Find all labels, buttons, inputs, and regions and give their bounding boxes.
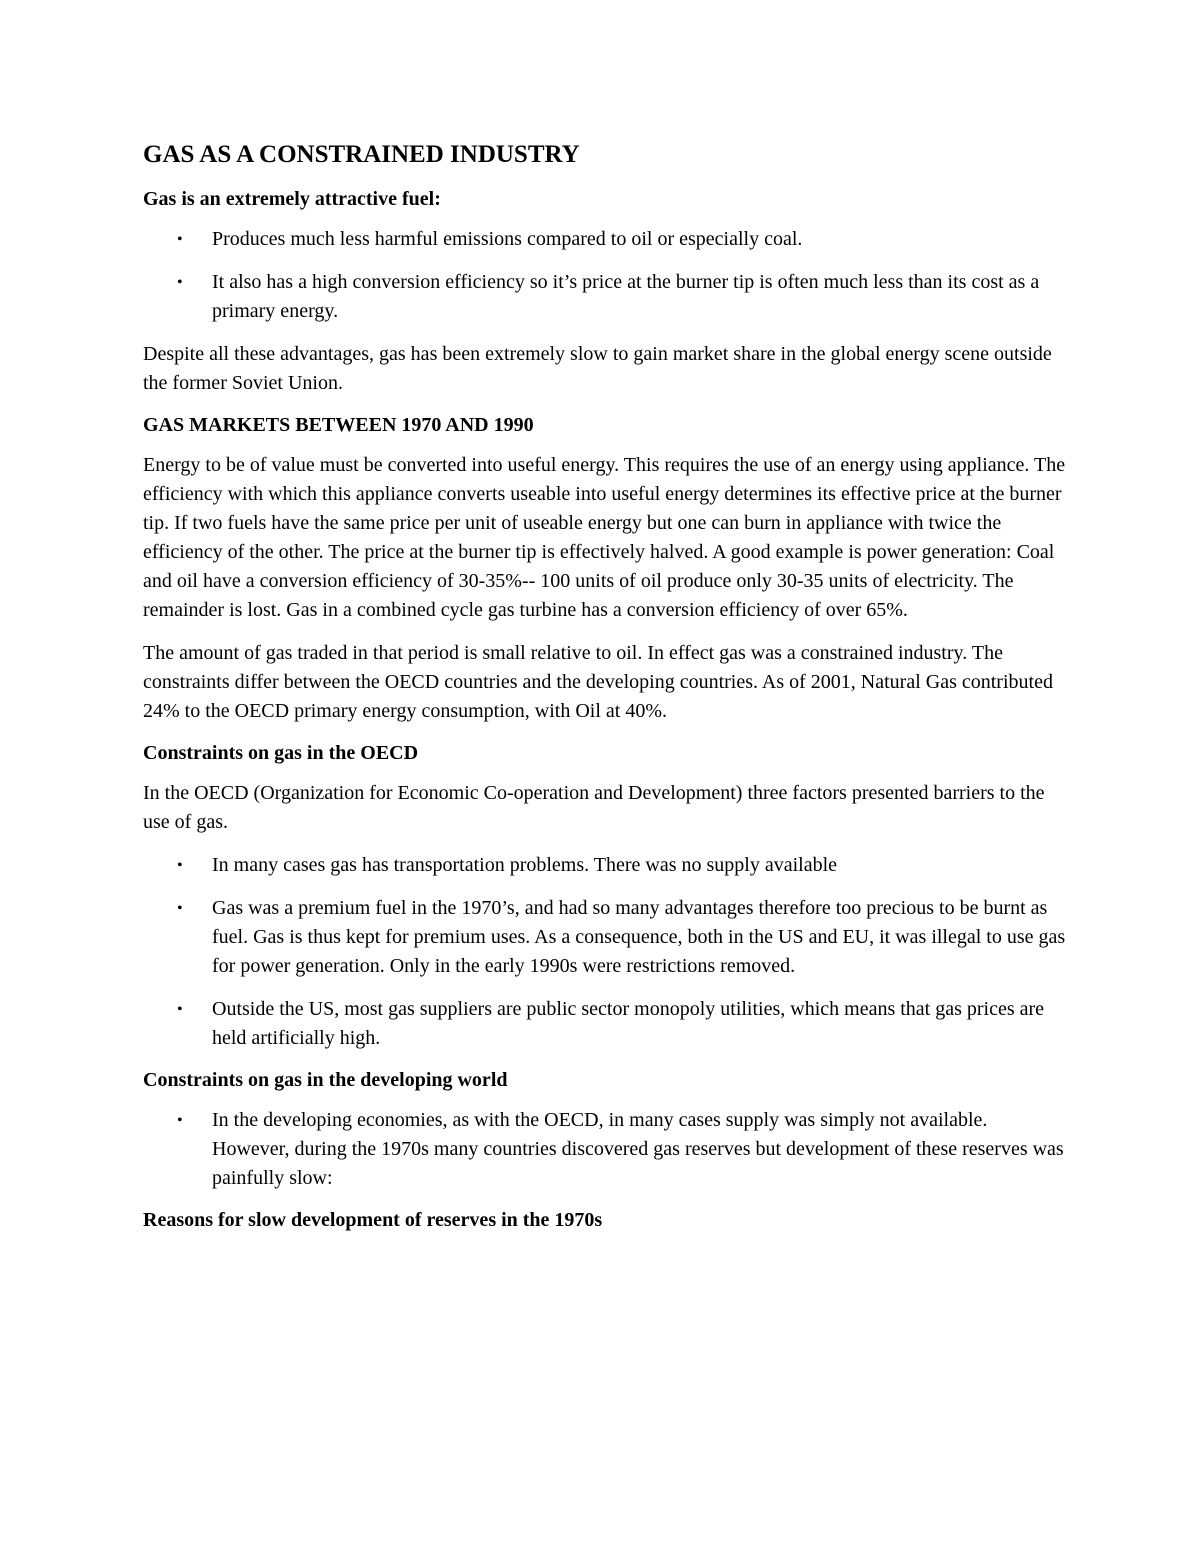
bullet-icon: • [177,1001,183,1018]
markets-paragraph-2: The amount of gas traded in that period is small relative to oil. In effect gas was a constrained industry. The constraints differ between the OECD countries and the developing countries. As of 2001, Natural Gas contributed 24% to the OECD primary energy consumption, with Oil at 40%. [143,642,1053,722]
oecd-heading: Constraints on gas in the OECD [143,742,419,764]
bullet-text: It also has a high conversion efficiency so it’s price at the burner tip is often much less than its cost as a primary energy. [212,271,1040,322]
list-item [143,268,1068,326]
intro-bullet-list [143,225,1068,326]
oecd-bullet-list [143,851,1068,1053]
list-item [143,894,1068,981]
bullet-text: In many cases gas has transportation problems. There was no supply available [212,854,838,876]
bullet-icon: • [177,857,183,874]
oecd-paragraph: In the OECD (Organization for Economic Co-operation and Development) three factors presented barriers to the use of gas. [143,782,1045,833]
markets-heading: GAS MARKETS BETWEEN 1970 AND 1990 [143,414,534,436]
bullet-text: In the developing economies, as with the OECD, in many cases supply was simply not available. However, during the 1970s many countries discovered gas reserves but development of these reserves was painfully slow: [212,1109,1064,1189]
bullet-text: Outside the US, most gas suppliers are public sector monopoly utilities, which means that gas prices are held artificially high. [212,998,1045,1049]
despite-paragraph: Despite all these advantages, gas has been extremely slow to gain market share in the global energy scene outside the former Soviet Union. [143,343,1052,394]
bullet-icon: • [177,274,183,291]
bullet-icon: • [177,1112,183,1129]
document-title: GAS AS A CONSTRAINED INDUSTRY [143,141,580,168]
bullet-text: Produces much less harmful emissions compared to oil or especially coal. [212,228,803,250]
bullet-icon: • [177,900,183,917]
reasons-heading: Reasons for slow development of reserves in the 1970s [143,1209,603,1231]
developing-bullet-list [143,1106,1068,1193]
list-item [143,225,1068,254]
developing-heading: Constraints on gas in the developing world [143,1069,508,1091]
document-page [143,140,1068,1246]
list-item [143,995,1068,1053]
bullet-text: Gas was a premium fuel in the 1970’s, and had so many advantages therefore too precious to be burnt as fuel. Gas is thus kept for premium uses. As a consequence, both in the US and EU, it was illegal to use gas for power generation. Only in the early 1990s were restrictions removed. [212,897,1066,977]
bullet-icon: • [177,231,183,248]
list-item [143,1106,1068,1193]
markets-paragraph-1: Energy to be of value must be converted into useful energy. This requires the use of an energy using appliance. The efficiency with which this appliance converts useable into useful energy determines its effective price at the burner tip. If two fuels have the same price per unit of useable energy but one can burn in appliance with twice the efficiency of the other. The price at the burner tip is effectively halved. A good example is power generation: Coal and oil have a conversion efficiency of 30-35%-- 100 units of oil produce only 30-35 units of electricity. The remainder is lost. Gas in a combined cycle gas turbine has a conversion efficiency of over 65%. [143,454,1066,621]
intro-heading: Gas is an extremely attractive fuel: [143,188,441,210]
list-item [143,851,1068,880]
